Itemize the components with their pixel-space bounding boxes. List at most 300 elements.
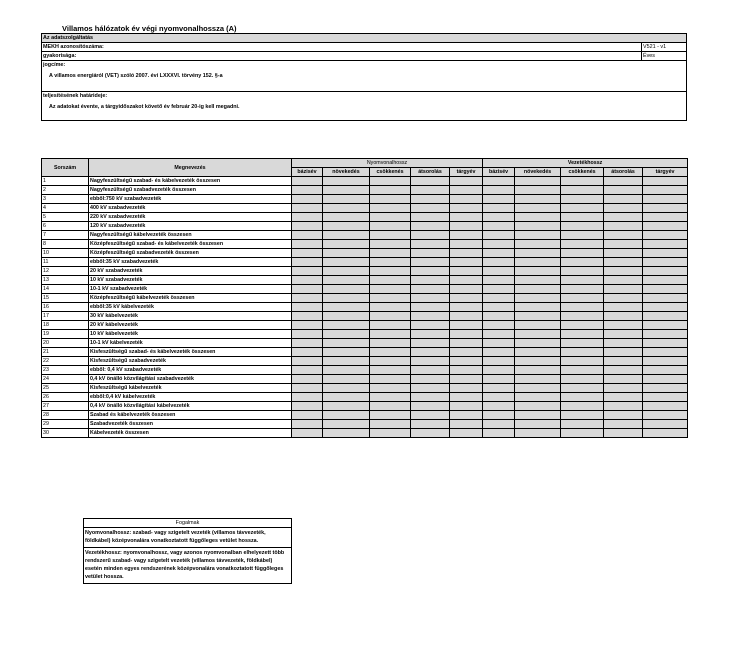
data-cell[interactable] — [604, 222, 643, 231]
data-cell[interactable] — [604, 177, 643, 186]
data-cell[interactable] — [483, 348, 515, 357]
data-cell[interactable] — [370, 195, 411, 204]
data-cell[interactable] — [515, 339, 561, 348]
data-cell[interactable] — [561, 204, 604, 213]
data-cell[interactable] — [292, 276, 323, 285]
data-cell[interactable] — [483, 366, 515, 375]
data-cell[interactable] — [370, 294, 411, 303]
data-cell[interactable] — [515, 402, 561, 411]
data-cell[interactable] — [450, 420, 483, 429]
data-cell[interactable] — [323, 330, 370, 339]
data-cell[interactable] — [323, 429, 370, 438]
data-cell[interactable] — [515, 177, 561, 186]
data-cell[interactable] — [411, 258, 450, 267]
data-cell[interactable] — [515, 222, 561, 231]
table-row — [42, 366, 688, 375]
legal-basis-label: jogcíme: — [43, 62, 66, 68]
data-cell[interactable] — [370, 348, 411, 357]
data-cell[interactable] — [515, 357, 561, 366]
data-cell[interactable] — [323, 384, 370, 393]
data-cell[interactable] — [450, 348, 483, 357]
data-cell[interactable] — [483, 357, 515, 366]
data-cell[interactable] — [370, 384, 411, 393]
data-cell[interactable] — [643, 294, 688, 303]
data-cell[interactable] — [323, 348, 370, 357]
data-cell[interactable] — [292, 357, 323, 366]
data-cell[interactable] — [483, 429, 515, 438]
data-cell[interactable] — [411, 321, 450, 330]
data-cell[interactable] — [643, 276, 688, 285]
data-cell[interactable] — [604, 402, 643, 411]
data-cell[interactable] — [483, 303, 515, 312]
data-cell[interactable] — [561, 312, 604, 321]
data-cell[interactable] — [411, 222, 450, 231]
data-cell[interactable] — [561, 177, 604, 186]
data-cell[interactable] — [561, 267, 604, 276]
data-cell[interactable] — [483, 186, 515, 195]
data-cell[interactable] — [450, 249, 483, 258]
data-cell[interactable] — [411, 411, 450, 420]
data-cell[interactable] — [292, 312, 323, 321]
group-nyomvonalhossz: Nyomvonalhossz — [292, 159, 483, 168]
data-cell[interactable] — [292, 258, 323, 267]
data-cell[interactable] — [643, 267, 688, 276]
data-cell[interactable] — [561, 321, 604, 330]
data-cell[interactable] — [515, 420, 561, 429]
data-cell[interactable] — [483, 195, 515, 204]
data-cell[interactable] — [643, 213, 688, 222]
data-cell[interactable] — [515, 204, 561, 213]
data-cell[interactable] — [323, 357, 370, 366]
data-cell[interactable] — [292, 402, 323, 411]
data-cell[interactable] — [450, 375, 483, 384]
data-cell[interactable] — [370, 258, 411, 267]
data-cell[interactable] — [515, 330, 561, 339]
data-cell[interactable] — [450, 312, 483, 321]
table-row — [42, 429, 688, 438]
data-cell[interactable] — [292, 393, 323, 402]
data-cell[interactable] — [604, 321, 643, 330]
data-cell[interactable] — [643, 249, 688, 258]
data-cell[interactable] — [450, 276, 483, 285]
data-cell[interactable] — [411, 348, 450, 357]
data-cell[interactable] — [561, 411, 604, 420]
data-cell[interactable] — [323, 312, 370, 321]
data-cell[interactable] — [483, 258, 515, 267]
data-cell[interactable] — [643, 348, 688, 357]
data-cell[interactable] — [483, 402, 515, 411]
data-cell[interactable] — [450, 402, 483, 411]
data-cell[interactable] — [292, 348, 323, 357]
data-cell[interactable] — [604, 366, 643, 375]
data-cell[interactable] — [292, 177, 323, 186]
data-cell[interactable] — [515, 195, 561, 204]
data-cell[interactable] — [643, 177, 688, 186]
data-cell[interactable] — [370, 312, 411, 321]
data-cell[interactable] — [643, 420, 688, 429]
data-cell[interactable] — [292, 240, 323, 249]
data-cell[interactable] — [370, 249, 411, 258]
data-cell[interactable] — [604, 249, 643, 258]
data-cell[interactable] — [604, 357, 643, 366]
data-cell[interactable] — [323, 222, 370, 231]
data-cell[interactable] — [323, 294, 370, 303]
data-cell[interactable] — [561, 294, 604, 303]
data-cell[interactable] — [323, 240, 370, 249]
data-cell[interactable] — [450, 177, 483, 186]
data-cell[interactable] — [450, 384, 483, 393]
data-cell[interactable] — [483, 375, 515, 384]
data-cell[interactable] — [370, 411, 411, 420]
data-cell[interactable] — [411, 375, 450, 384]
data-cell[interactable] — [483, 321, 515, 330]
data-cell[interactable] — [483, 420, 515, 429]
data-cell[interactable] — [515, 366, 561, 375]
data-cell[interactable] — [411, 339, 450, 348]
data-cell[interactable] — [515, 213, 561, 222]
data-cell[interactable] — [561, 276, 604, 285]
data-cell[interactable] — [450, 258, 483, 267]
data-cell[interactable] — [643, 357, 688, 366]
data-cell[interactable] — [370, 321, 411, 330]
data-cell[interactable] — [561, 258, 604, 267]
data-cell[interactable] — [483, 177, 515, 186]
data-cell[interactable] — [561, 330, 604, 339]
data-cell[interactable] — [483, 285, 515, 294]
data-cell[interactable] — [450, 186, 483, 195]
data-cell[interactable] — [643, 195, 688, 204]
data-cell[interactable] — [411, 231, 450, 240]
data-cell[interactable] — [450, 339, 483, 348]
data-cell[interactable] — [604, 312, 643, 321]
data-cell[interactable] — [292, 186, 323, 195]
data-cell[interactable] — [561, 357, 604, 366]
data-cell[interactable] — [411, 186, 450, 195]
data-cell[interactable] — [643, 321, 688, 330]
data-cell[interactable] — [561, 195, 604, 204]
data-cell[interactable] — [411, 213, 450, 222]
data-cell[interactable] — [483, 231, 515, 240]
data-cell[interactable] — [411, 177, 450, 186]
data-cell[interactable] — [323, 402, 370, 411]
data-cell[interactable] — [604, 258, 643, 267]
data-cell[interactable] — [604, 303, 643, 312]
data-cell[interactable] — [643, 240, 688, 249]
data-cell[interactable] — [561, 249, 604, 258]
data-cell[interactable] — [604, 231, 643, 240]
data-cell[interactable] — [561, 420, 604, 429]
data-cell[interactable] — [483, 294, 515, 303]
data-cell[interactable] — [411, 429, 450, 438]
data-cell[interactable] — [323, 195, 370, 204]
data-cell[interactable] — [643, 375, 688, 384]
data-cell[interactable] — [604, 411, 643, 420]
data-cell[interactable] — [515, 294, 561, 303]
table-row — [42, 222, 688, 231]
data-cell[interactable] — [515, 276, 561, 285]
data-cell[interactable] — [323, 339, 370, 348]
data-cell[interactable] — [323, 420, 370, 429]
data-cell[interactable] — [643, 222, 688, 231]
data-cell[interactable] — [370, 285, 411, 294]
data-cell[interactable] — [450, 330, 483, 339]
data-cell[interactable] — [643, 231, 688, 240]
data-cell[interactable] — [292, 321, 323, 330]
data-cell[interactable] — [643, 339, 688, 348]
data-cell[interactable] — [483, 240, 515, 249]
data-cell[interactable] — [292, 366, 323, 375]
data-cell[interactable] — [561, 384, 604, 393]
data-cell[interactable] — [561, 186, 604, 195]
data-cell[interactable] — [292, 429, 323, 438]
data-cell[interactable] — [604, 204, 643, 213]
data-cell[interactable] — [370, 177, 411, 186]
data-cell[interactable] — [643, 285, 688, 294]
data-cell[interactable] — [643, 204, 688, 213]
data-cell[interactable] — [515, 249, 561, 258]
data-cell[interactable] — [515, 267, 561, 276]
data-cell[interactable] — [411, 240, 450, 249]
data-cell[interactable] — [643, 186, 688, 195]
data-cell[interactable] — [483, 267, 515, 276]
data-cell[interactable] — [411, 393, 450, 402]
data-cell[interactable] — [370, 240, 411, 249]
data-cell[interactable] — [483, 213, 515, 222]
data-cell[interactable] — [483, 384, 515, 393]
data-cell[interactable] — [323, 303, 370, 312]
data-cell[interactable] — [483, 330, 515, 339]
data-cell[interactable] — [515, 258, 561, 267]
data-cell[interactable] — [411, 267, 450, 276]
data-cell[interactable] — [292, 303, 323, 312]
data-cell[interactable] — [450, 213, 483, 222]
data-cell[interactable] — [411, 420, 450, 429]
data-cell[interactable] — [292, 195, 323, 204]
data-cell[interactable] — [450, 393, 483, 402]
data-cell[interactable] — [604, 195, 643, 204]
data-cell[interactable] — [643, 393, 688, 402]
data-cell[interactable] — [515, 231, 561, 240]
data-cell[interactable] — [370, 339, 411, 348]
data-cell[interactable] — [515, 312, 561, 321]
data-cell[interactable] — [450, 204, 483, 213]
data-cell[interactable] — [561, 393, 604, 402]
data-cell[interactable] — [292, 222, 323, 231]
data-cell[interactable] — [411, 204, 450, 213]
data-cell[interactable] — [323, 393, 370, 402]
data-cell[interactable] — [323, 375, 370, 384]
data-cell[interactable] — [292, 204, 323, 213]
data-cell[interactable] — [292, 294, 323, 303]
data-cell[interactable] — [450, 222, 483, 231]
data-cell[interactable] — [370, 429, 411, 438]
data-cell[interactable] — [515, 384, 561, 393]
data-cell[interactable] — [370, 231, 411, 240]
data-cell[interactable] — [515, 375, 561, 384]
data-cell[interactable] — [604, 384, 643, 393]
data-cell[interactable] — [323, 411, 370, 420]
data-cell[interactable] — [411, 294, 450, 303]
data-cell[interactable] — [323, 321, 370, 330]
data-cell[interactable] — [292, 411, 323, 420]
data-cell[interactable] — [323, 267, 370, 276]
data-cell[interactable] — [561, 429, 604, 438]
data-cell[interactable] — [323, 276, 370, 285]
data-cell[interactable] — [292, 249, 323, 258]
data-cell[interactable] — [370, 276, 411, 285]
data-cell[interactable] — [370, 267, 411, 276]
data-cell[interactable] — [292, 330, 323, 339]
data-cell[interactable] — [450, 285, 483, 294]
data-cell[interactable] — [292, 231, 323, 240]
data-cell[interactable] — [561, 213, 604, 222]
data-cell[interactable] — [604, 186, 643, 195]
data-cell[interactable] — [604, 285, 643, 294]
data-cell[interactable] — [323, 213, 370, 222]
data-cell[interactable] — [483, 312, 515, 321]
data-cell[interactable] — [292, 339, 323, 348]
data-cell[interactable] — [643, 384, 688, 393]
data-cell[interactable] — [411, 249, 450, 258]
data-cell[interactable] — [643, 429, 688, 438]
data-cell[interactable] — [450, 303, 483, 312]
data-cell[interactable] — [483, 222, 515, 231]
data-cell[interactable] — [604, 294, 643, 303]
data-cell[interactable] — [450, 231, 483, 240]
data-cell[interactable] — [604, 276, 643, 285]
data-cell[interactable] — [604, 420, 643, 429]
data-cell[interactable] — [370, 375, 411, 384]
data-cell[interactable] — [292, 213, 323, 222]
data-cell[interactable] — [370, 420, 411, 429]
data-cell[interactable] — [411, 366, 450, 375]
data-cell[interactable] — [561, 231, 604, 240]
data-cell[interactable] — [604, 240, 643, 249]
data-cell[interactable] — [370, 186, 411, 195]
data-cell[interactable] — [292, 375, 323, 384]
data-cell[interactable] — [483, 411, 515, 420]
data-cell[interactable] — [561, 222, 604, 231]
data-cell[interactable] — [450, 294, 483, 303]
data-cell[interactable] — [323, 258, 370, 267]
data-cell[interactable] — [370, 402, 411, 411]
data-cell[interactable] — [292, 285, 323, 294]
data-cell[interactable] — [515, 411, 561, 420]
data-cell[interactable] — [323, 177, 370, 186]
row-number: 5 — [42, 213, 89, 222]
data-cell[interactable] — [411, 285, 450, 294]
data-cell[interactable] — [450, 267, 483, 276]
subcol-nyomvonal-2: csökkenés — [370, 168, 411, 177]
data-cell[interactable] — [561, 240, 604, 249]
data-cell[interactable] — [370, 393, 411, 402]
data-cell[interactable] — [643, 402, 688, 411]
data-cell[interactable] — [515, 348, 561, 357]
data-cell[interactable] — [643, 366, 688, 375]
data-cell[interactable] — [604, 348, 643, 357]
data-cell[interactable] — [411, 195, 450, 204]
data-cell[interactable] — [411, 303, 450, 312]
data-cell[interactable] — [450, 366, 483, 375]
data-cell[interactable] — [450, 357, 483, 366]
data-cell[interactable] — [483, 276, 515, 285]
data-cell[interactable] — [643, 312, 688, 321]
glossary-nyomvonalhossz: Nyomvonalhossz: szabad- vagy szigetelt vezeték (villamos távvezeték, földkábel) középvonalára vonatkoztatott függőleges vetület hossza. — [85, 530, 266, 544]
data-cell[interactable] — [643, 303, 688, 312]
data-cell[interactable] — [561, 285, 604, 294]
data-cell[interactable] — [604, 375, 643, 384]
data-cell[interactable] — [450, 195, 483, 204]
data-cell[interactable] — [450, 321, 483, 330]
data-cell[interactable] — [483, 393, 515, 402]
data-cell[interactable] — [604, 330, 643, 339]
data-cell[interactable] — [323, 186, 370, 195]
data-cell[interactable] — [323, 249, 370, 258]
data-cell[interactable] — [515, 429, 561, 438]
data-cell[interactable] — [643, 258, 688, 267]
data-cell[interactable] — [643, 330, 688, 339]
data-cell[interactable] — [515, 393, 561, 402]
data-cell[interactable] — [604, 393, 643, 402]
data-cell[interactable] — [411, 384, 450, 393]
data-cell[interactable] — [411, 402, 450, 411]
data-cell[interactable] — [292, 384, 323, 393]
data-cell[interactable] — [643, 411, 688, 420]
data-cell[interactable] — [370, 330, 411, 339]
data-cell[interactable] — [292, 420, 323, 429]
data-cell[interactable] — [604, 339, 643, 348]
data-cell[interactable] — [483, 249, 515, 258]
data-cell[interactable] — [323, 366, 370, 375]
data-cell[interactable] — [561, 303, 604, 312]
data-cell[interactable] — [483, 339, 515, 348]
data-cell[interactable] — [411, 276, 450, 285]
data-cell[interactable] — [370, 204, 411, 213]
data-cell[interactable] — [323, 231, 370, 240]
data-cell[interactable] — [292, 267, 323, 276]
row-name: Nagyfeszültségű szabad- és kábelvezeték összesen — [89, 177, 292, 186]
data-cell[interactable] — [561, 366, 604, 375]
data-cell[interactable] — [561, 402, 604, 411]
data-cell[interactable] — [370, 366, 411, 375]
data-cell[interactable] — [604, 213, 643, 222]
data-cell[interactable] — [515, 321, 561, 330]
data-cell[interactable] — [411, 330, 450, 339]
data-cell[interactable] — [450, 240, 483, 249]
data-cell[interactable] — [515, 240, 561, 249]
data-cell[interactable] — [483, 204, 515, 213]
data-cell[interactable] — [450, 411, 483, 420]
data-cell[interactable] — [561, 339, 604, 348]
data-cell[interactable] — [323, 204, 370, 213]
data-cell[interactable] — [515, 186, 561, 195]
data-cell[interactable] — [515, 285, 561, 294]
data-cell[interactable] — [561, 348, 604, 357]
row-name: 400 kV szabadvezeték — [89, 204, 292, 213]
data-cell[interactable] — [370, 213, 411, 222]
data-cell[interactable] — [370, 303, 411, 312]
data-cell[interactable] — [323, 285, 370, 294]
data-cell[interactable] — [450, 429, 483, 438]
data-cell[interactable] — [604, 267, 643, 276]
data-cell[interactable] — [411, 357, 450, 366]
data-cell[interactable] — [561, 375, 604, 384]
data-cell[interactable] — [411, 312, 450, 321]
data-cell[interactable] — [604, 429, 643, 438]
data-cell[interactable] — [370, 222, 411, 231]
data-cell[interactable] — [515, 303, 561, 312]
data-cell[interactable] — [370, 357, 411, 366]
